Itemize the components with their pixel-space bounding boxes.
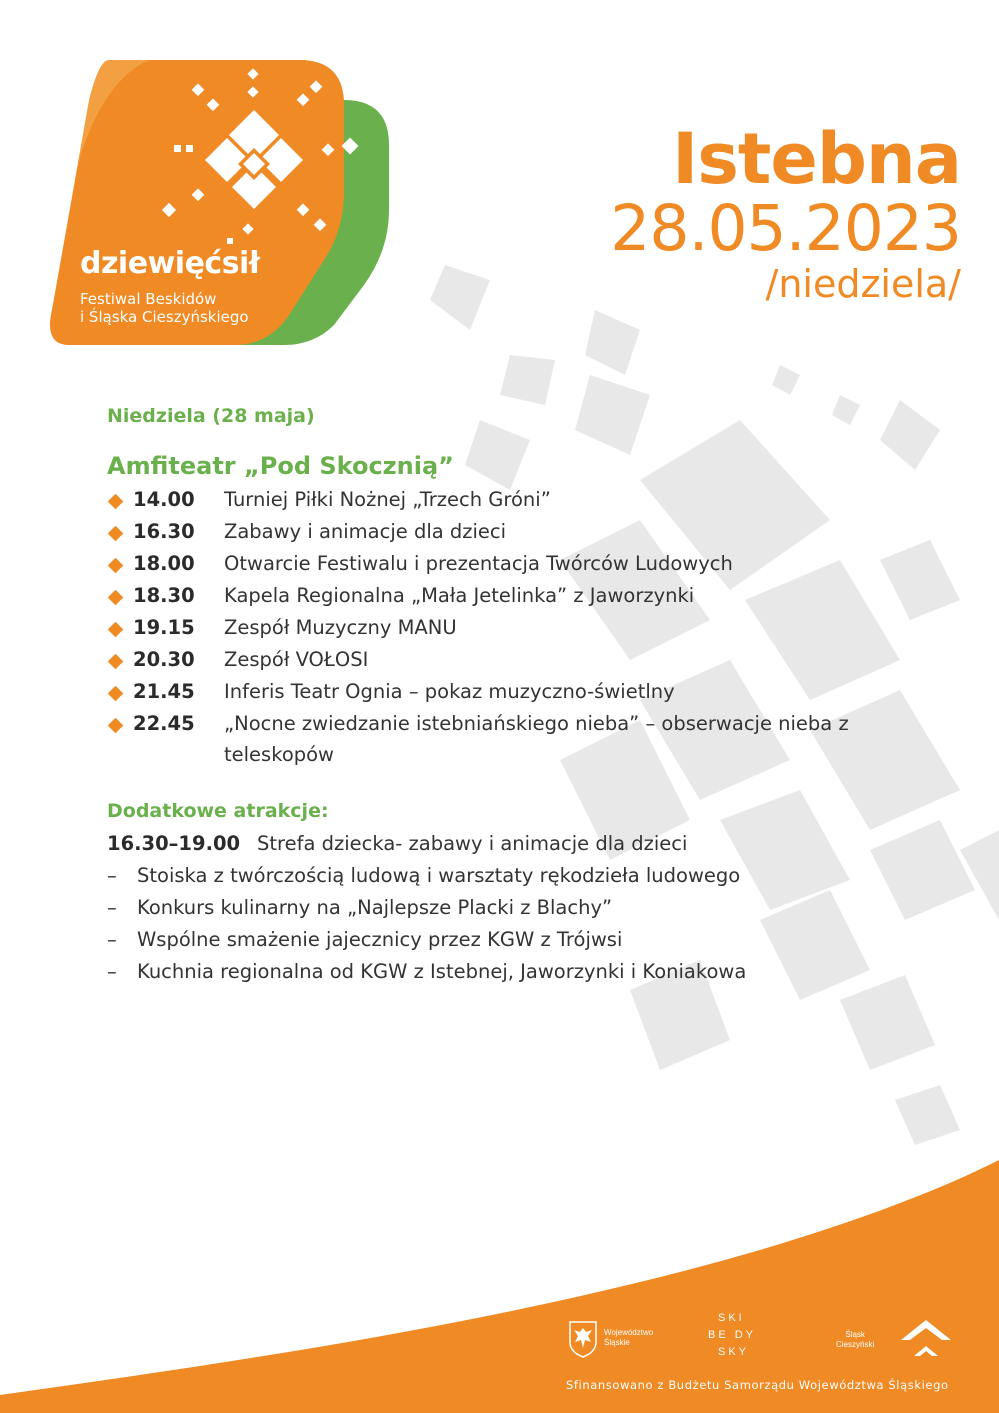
schedule-time: 18.30 (133, 584, 195, 607)
schedule-event: „Nocne zwiedzanie istebniańskiego nieba” – obserwacje nieba z teleskopów (224, 712, 849, 766)
schedule-item (107, 712, 907, 774)
schedule-time: 18.00 (133, 552, 195, 575)
bullet-diamond-icon (108, 718, 124, 734)
bullet-diamond-icon (108, 686, 124, 702)
schedule-event: Zespół VOŁOSI (224, 648, 369, 671)
schedule-time: 19.15 (133, 616, 195, 639)
schedule-time: 16.30 (133, 520, 195, 543)
extras-first-text: Strefa dziecka- zabawy i animacje dla dzieci (257, 832, 688, 855)
slask-cieszynski-logo (836, 1330, 874, 1350)
mountain-icon (896, 1316, 956, 1360)
slask-line-2: Cieszyński (836, 1340, 875, 1349)
logo-subtitle-2: i Śląska Cieszyńskiego (80, 308, 249, 326)
day-heading: Niedziela (28 maja) (107, 405, 315, 427)
weekday: /niedziela/ (765, 262, 961, 306)
extras-item-text: Wspólne smażenie jajecznicy przez KGW z Trójwsi (137, 928, 623, 951)
schedule-event: Otwarcie Festiwalu i prezentacja Twórców Ludowych (224, 552, 733, 575)
extras-item (107, 896, 746, 928)
bullet-diamond-icon (108, 622, 124, 638)
slask-line-1: Śląsk (845, 1330, 865, 1339)
extras-first-row (107, 832, 687, 855)
extras-heading: Dodatkowe atrakcje: (107, 800, 329, 822)
bullet-diamond-icon (108, 494, 124, 510)
schedule-time: 20.30 (133, 648, 195, 671)
bullet-diamond-icon (108, 590, 124, 606)
woj-line-1: Województwo (604, 1328, 654, 1337)
logo-subtitle-1: Festiwal Beskidów (80, 290, 217, 308)
dash-bullet: – (107, 864, 117, 887)
dash-bullet: – (107, 928, 117, 951)
extras-item-text: Kuchnia regionalna od KGW z Istebnej, Jaworzynki i Koniakowa (137, 960, 747, 983)
schedule-time: 21.45 (133, 680, 195, 703)
dash-bullet: – (107, 960, 117, 983)
extras-time: 16.30–19.00 (107, 832, 241, 855)
logo-name: dziewięćsił (80, 246, 260, 281)
sponsor-logos (560, 1310, 960, 1370)
extras-item (107, 960, 746, 992)
extras-item (107, 928, 746, 960)
schedule-event: Turniej Piłki Nożnej „Trzech Gróni” (224, 488, 551, 511)
place-title: Istebna (672, 118, 961, 200)
ski-line-1: SKI (718, 1312, 745, 1324)
event-date: 28.05.2023 (610, 192, 961, 265)
extras-item-text: Konkurs kulinarny na „Najlepsze Placki z Blachy” (137, 896, 613, 919)
schedule-time: 22.45 (133, 712, 195, 735)
venue-heading: Amfiteatr „Pod Skocznią” (107, 452, 454, 480)
skibedysky-logo (708, 1312, 808, 1363)
extras-item-text: Stoiska z twórczością ludową i warsztaty rękodzieła ludowego (137, 864, 741, 887)
dash-bullet: – (107, 896, 117, 919)
extras-list (107, 864, 746, 992)
schedule-event: Inferis Teatr Ognia – pokaz muzyczno-świetlny (224, 680, 675, 703)
ski-line-3: SKY (718, 1346, 750, 1358)
wojewodztwo-logo (568, 1318, 653, 1358)
woj-line-2: Śląskie (604, 1338, 630, 1347)
ski-line-2: BE DY (708, 1329, 757, 1341)
bullet-diamond-icon (108, 654, 124, 670)
bullet-diamond-icon (108, 558, 124, 574)
schedule-time: 14.00 (133, 488, 195, 511)
schedule-event: Zabawy i animacje dla dzieci (224, 520, 507, 543)
schedule-list (107, 488, 907, 774)
bullet-diamond-icon (108, 526, 124, 542)
schedule-event: Zespół Muzyczny MANU (224, 616, 457, 639)
extras-item (107, 864, 746, 896)
eagle-crest-icon (568, 1318, 598, 1358)
funding-note: Sfinansowano z Budżetu Samorządu Województwa Śląskiego (566, 1378, 949, 1392)
schedule-event: Kapela Regionalna „Mała Jetelinka” z Jaworzynki (224, 584, 695, 607)
